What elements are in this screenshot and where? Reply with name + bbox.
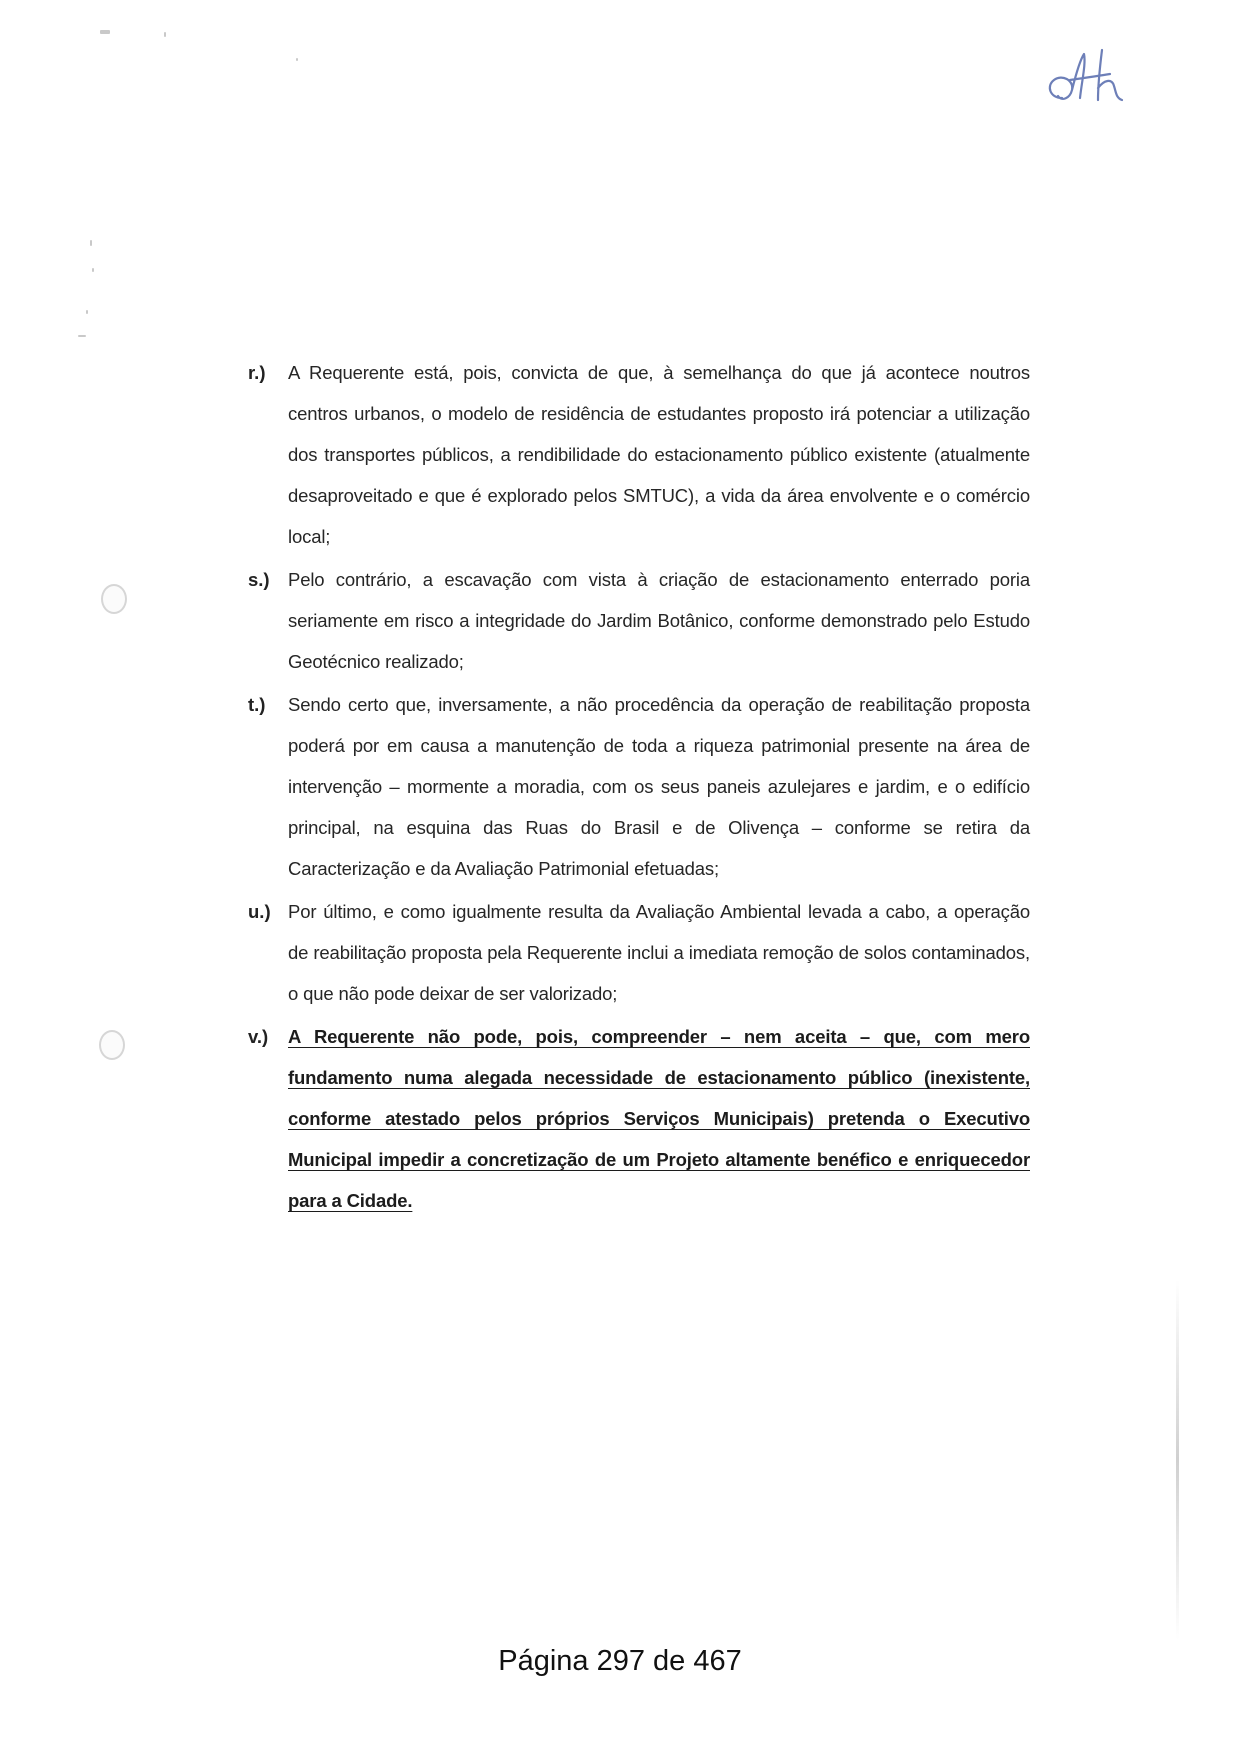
item-marker: r.) [248, 362, 266, 383]
list-item-v [248, 1016, 1030, 1221]
item-text: Por último, e como igualmente resulta da Avaliação Ambiental levada a cabo, a operação de reabilitação proposta pela Requerente inclui a imediata remoção de solos contaminados, o que não pode deixar de ser valorizado; [288, 901, 1030, 1004]
scan-edge-shadow [1176, 1280, 1179, 1640]
handwritten-initials [1040, 40, 1160, 120]
punch-hole-lower [99, 1030, 125, 1060]
page-number-footer: Página 297 de 467 [498, 1645, 742, 1677]
item-text: Pelo contrário, a escavação com vista à criação de estacionamento enterrado poria seriamente em risco a integridade do Jardim Botânico, conforme demonstrado pelo Estudo Geotécnico realizado; [288, 569, 1030, 672]
list-item-u [248, 891, 1030, 1014]
item-text: Sendo certo que, inversamente, a não procedência da operação de reabilitação proposta poderá por em causa a manutenção de toda a riqueza patrimonial presente na área de intervenção – mormente a moradia, com os seus paneis azulejares e jardim, e o edifício principal, na esquina das Ruas do Brasil e de Olivença – conforme se retira da Caracterização e da Avaliação Patrimonial efetuadas; [288, 694, 1030, 879]
scan-speck [100, 30, 110, 34]
scan-speck [86, 310, 88, 314]
item-text: A Requerente está, pois, convicta de que, à semelhança do que já acontece noutros centros urbanos, o modelo de residência de estudantes proposto irá potenciar a utilização dos transportes públicos, a rendibilidade do estacionamento público existente (atualmente desaproveitado e que é explorado pelos SMTUC), a vida da área envolvente e o comércio local; [288, 362, 1030, 547]
list-item-r [248, 352, 1030, 557]
item-marker: t.) [248, 694, 266, 715]
item-text-emphasized: A Requerente não pode, pois, compreender – nem aceita – que, com mero fundamento numa alegada necessidade de estacionamento público (inexistente, conforme atestado pelos próprios Serviços Municipais) pretenda o Executivo Municipal impedir a concretização de um Projeto altamente benéfico e enriquecedor para a Cidade. [288, 1026, 1030, 1211]
scan-speck [90, 240, 92, 246]
punch-hole-upper [101, 584, 127, 614]
list-item-t [248, 684, 1030, 889]
item-marker: v.) [248, 1026, 269, 1047]
scan-speck [78, 335, 86, 337]
scan-speck [92, 268, 94, 272]
scan-speck [164, 32, 166, 37]
scan-speck [296, 58, 298, 61]
document-body [248, 352, 1030, 1223]
item-marker: u.) [248, 901, 271, 922]
list-item-s [248, 559, 1030, 682]
item-marker: s.) [248, 569, 270, 590]
